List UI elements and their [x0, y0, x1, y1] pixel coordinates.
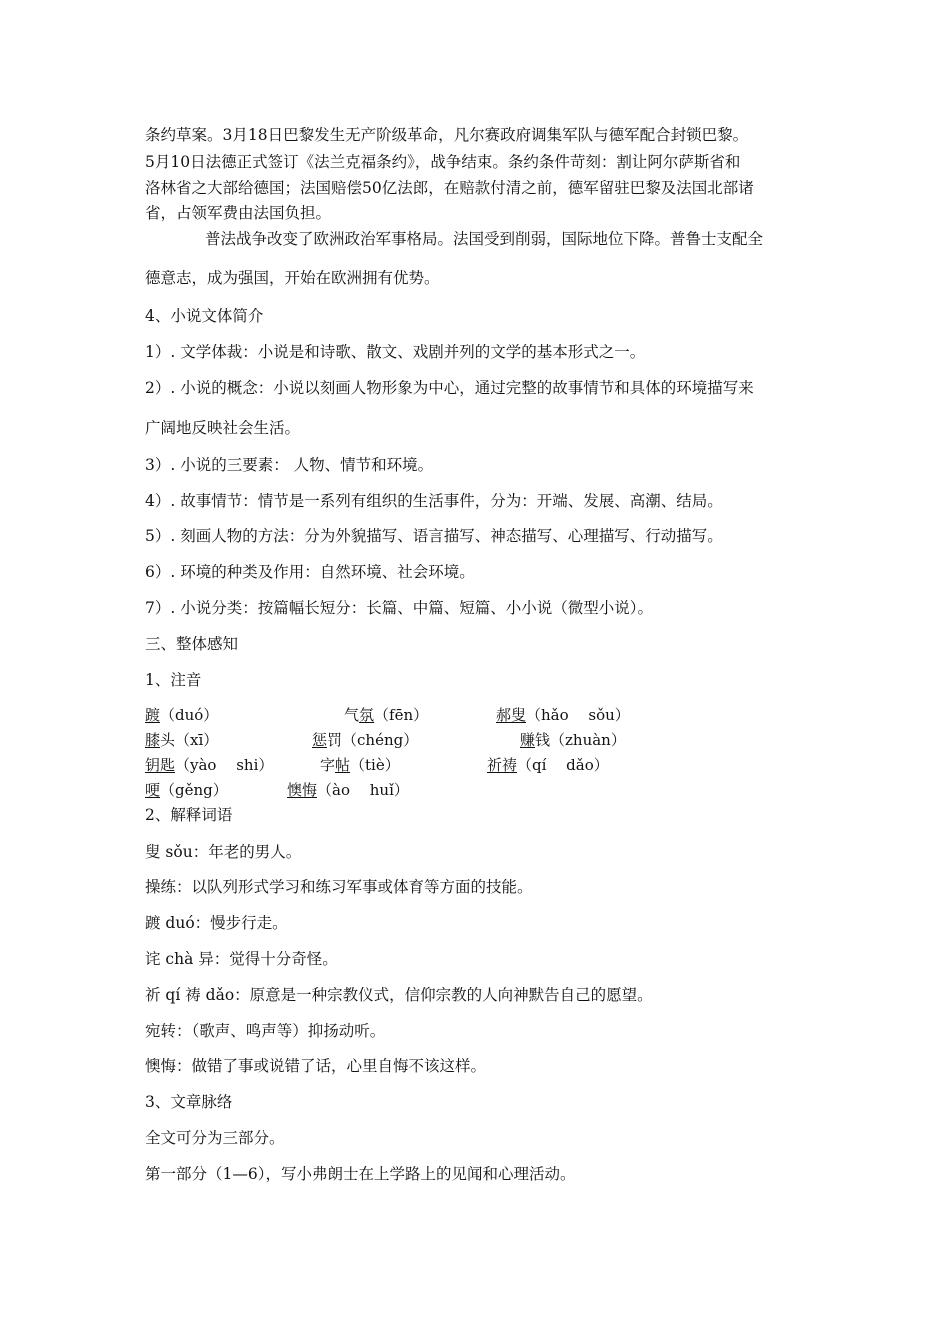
pinyin-entry [487, 755, 609, 775]
history-line: 德意志，成为强国，开始在欧洲拥有优势。 [145, 269, 440, 287]
subsection-heading: 1、注音 [145, 671, 202, 689]
definition-item: 叟 sǒu：年老的男人。 [145, 843, 302, 861]
history-line: 洛林省之大部给德国；法国赔偿50亿法郎，在赔款付清之前，德军留驻巴黎及法国北部诸 [145, 179, 754, 197]
list-item: 广阔地反映社会生活。 [145, 419, 301, 437]
pinyin-reading: 罚（chéng） [327, 731, 419, 749]
pinyin-reading: （gěng） [160, 781, 228, 799]
list-item: 5）. 刻画人物的方法：分为外貌描写、语言描写、神态描写、心理描写、行动描写。 [145, 527, 723, 545]
pinyin-entry [520, 730, 626, 750]
pinyin-word: 踱 [145, 706, 161, 724]
pinyin-entry [145, 730, 218, 750]
pinyin-entry [312, 730, 418, 750]
definition-item: 宛转：（歌声、鸣声等）抑扬动听。 [145, 1022, 386, 1040]
pinyin-word: 惩 [312, 731, 328, 749]
pinyin-reading: （hǎo sǒu） [526, 706, 630, 724]
pinyin-entry [496, 705, 630, 725]
pinyin-reading: （tiè） [350, 756, 400, 774]
pinyin-reading: （fēn） [374, 706, 429, 724]
pinyin-word: 氛 [359, 706, 375, 724]
section-heading: 三、整体感知 [145, 635, 239, 653]
pinyin-entry [320, 755, 400, 775]
pinyin-word: 膝 [145, 731, 161, 749]
definition-item: 懊悔：做错了事或说错了话，心里自悔不该这样。 [145, 1057, 487, 1075]
pinyin-word: 哽 [145, 781, 161, 799]
pinyin-reading: 头（xī） [160, 731, 219, 749]
pinyin-reading: （yào shi） [175, 756, 274, 774]
subsection-heading: 2、解释词语 [145, 806, 233, 824]
definition-item: 诧 chà 异：觉得十分奇怪。 [145, 950, 338, 968]
list-item: 2）. 小说的概念：小说以刻画人物形象为中心，通过完整的故事情节和具体的环境描写来 [145, 379, 754, 397]
definition-item: 祈 qí 祷 dǎo：原意是一种宗教仪式，信仰宗教的人向神默告自己的愿望。 [145, 986, 653, 1004]
pinyin-reading: 钱（zhuàn） [535, 731, 626, 749]
definition-item: 踱 duó：慢步行走。 [145, 914, 288, 932]
pinyin-entry [287, 780, 409, 800]
pinyin-entry [145, 780, 228, 800]
definition-item: 操练：以队列形式学习和练习军事或体育等方面的技能。 [145, 878, 533, 896]
paragraph-line: 第一部分（1—6），写小弗朗士在上学路上的见闻和心理活动。 [145, 1165, 576, 1183]
section-heading: 4、小说文体简介 [145, 307, 264, 325]
history-line: 条约草案。3月18日巴黎发生无产阶级革命，凡尔赛政府调集军队与德军配合封锁巴黎。 [145, 126, 749, 144]
list-item: 1）. 文学体裁：小说是和诗歌、散文、戏剧并列的文学的基本形式之一。 [145, 343, 646, 361]
list-item: 7）. 小说分类：按篇幅长短分：长篇、中篇、短篇、小小说（微型小说）。 [145, 599, 653, 617]
list-item: 4）. 故事情节：情节是一系列有组织的生活事件，分为：开端、发展、高潮、结局。 [145, 492, 723, 510]
pinyin-entry [344, 705, 428, 725]
history-line: 5月10日法德正式签订《法兰克福条约》，战争结束。条约条件苛刻：割让阿尔萨斯省和 [145, 153, 741, 171]
list-item: 6）. 环境的种类及作用：自然环境、社会环境。 [145, 563, 475, 581]
paragraph-line: 全文可分为三部分。 [145, 1129, 285, 1147]
pinyin-reading: （ào huǐ） [317, 781, 409, 799]
pinyin-prefix: 字 [320, 756, 336, 774]
history-line: 省，占领军费由法国负担。 [145, 204, 332, 222]
pinyin-entry [145, 705, 218, 725]
list-item: 3）. 小说的三要素： 人物、情节和环境。 [145, 456, 434, 474]
pinyin-prefix: 气 [344, 706, 360, 724]
pinyin-word: 郝叟 [496, 706, 527, 724]
pinyin-entry [145, 755, 273, 775]
pinyin-word: 钥匙 [145, 756, 176, 774]
subsection-heading: 3、文章脉络 [145, 1093, 233, 1111]
pinyin-word: 帖 [335, 756, 351, 774]
pinyin-word: 赚 [520, 731, 536, 749]
pinyin-word: 懊悔 [287, 781, 318, 799]
pinyin-reading: （duó） [160, 706, 219, 724]
history-line: 普法战争改变了欧洲政治军事格局。法国受到削弱，国际地位下降。普鲁士支配全 [205, 230, 764, 248]
pinyin-word: 祈祷 [487, 756, 518, 774]
pinyin-reading: （qí dǎo） [517, 756, 609, 774]
